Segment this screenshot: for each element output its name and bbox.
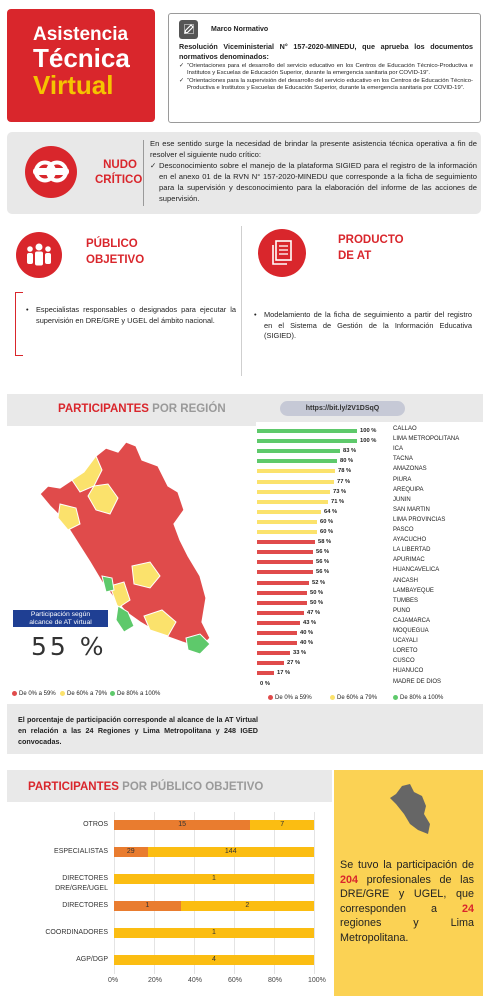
gridline [234,812,235,974]
region-bar [257,510,321,514]
region-bar-label: 73 % [333,488,347,495]
stacked-bar-segment: 1 [114,901,181,911]
nudo-critico-title: NUDO CRÍTICO [95,159,143,186]
region-bar-label: 0 % [260,680,270,687]
region-bar [257,651,290,655]
category-label: COORDINADORES [45,929,108,936]
region-name: CALLAO [393,426,417,432]
region-name: LORETO [393,648,418,655]
region-bar [257,449,340,453]
gridline [154,812,155,974]
region-bar [257,621,300,625]
region-name: UCAYALI [393,638,418,645]
region-bar-label: 27 % [287,660,301,667]
list-item: ✓ “Orientaciones para el desarrollo del servicio educativo en los Centros de Educación Técnico-Productiva e Institutos y Escuelas de Educación Superior, durante la emergencia sanitaria por COVID-19”. [179,63,473,78]
stacked-bar-segment: 1 [114,874,314,884]
region-name: PASCO [393,527,414,533]
region-bar-label: 56 % [316,559,330,566]
region-bar-label: 60 % [320,518,334,525]
nudo-intro: En ese sentido surge la necesidad de brindar la presente asistencia técnica operativa a fin de resolver el siguiente nudo crítico: [150,139,477,159]
x-tick-label: 0% [108,977,119,984]
region-name: CUSCO [393,658,415,665]
gridline [314,812,315,974]
region-bar-label: 40 % [300,630,314,636]
stacked-bar-segment: 144 [148,847,314,857]
chart-legend-green: De 80% a 100% [393,694,443,702]
gridline [194,812,195,974]
region-name: LAMBAYEQUE [393,587,434,594]
region-bar [257,581,309,585]
stacked-bar-segment: 7 [250,820,314,830]
title-block [7,9,155,122]
region-bar [257,601,307,605]
nudo-critico-text [150,138,477,204]
stacked-bar-segment: 15 [114,820,250,830]
region-name: AREQUIPA [393,486,424,493]
orientaciones-list [179,63,473,93]
marco-normativo-label: Marco Normativo [211,25,269,33]
edit-icon [179,20,198,39]
region-bar-label: 33 % [293,650,307,657]
document-icon [258,229,306,277]
category-label: DIRECTORES [62,902,108,909]
publico-chart-title: PARTICIPANTES POR PÚBLICO OBJETIVO [28,781,264,793]
region-name: APURIMAC [393,557,425,564]
region-bar-label: 56 % [316,569,330,576]
region-bar-label: 71 % [331,498,345,505]
knot-icon [25,146,77,198]
region-name: ANCASH [393,577,419,584]
stacked-bar-segment: 4 [114,955,314,965]
divider [143,140,144,206]
x-tick-label: 100% [308,977,326,984]
resolution-text: Resolución Viceministerial N° 157-2020-MINEDU, que aprueba los documentos normativos denominados: [179,42,473,61]
region-bar [257,429,357,433]
region-name: MADRE DE DIOS [393,678,442,685]
region-name: MOQUEGUA [393,628,429,634]
region-bar [257,530,317,534]
title-line-1: Asistencia [33,24,129,45]
region-bar-label: 83 % [343,448,357,455]
participation-percent: 55 % [31,632,107,661]
title-line-2: Técnica [33,43,130,73]
region-bar [257,459,337,463]
region-name: AYACUCHO [393,537,427,544]
region-name: HUANCAVELICA [393,567,440,574]
map-legend-red: De 0% a 59% [12,690,56,698]
bracket [15,292,23,356]
region-bar-label: 50 % [310,599,324,606]
summary-text: Se tuvo la participación de 204 profesionales de las DRE/GRE y UGEL, que corresponden a 24 regiones y Lima Metropolitana. [340,859,474,944]
region-bar-label: 58 % [318,539,332,546]
gridline [274,812,275,974]
region-bar-label: 100 % [360,428,377,434]
people-icon [16,232,62,278]
map-legend-green: De 80% a 100% [110,690,160,698]
category-label: AGP/DGP [76,956,108,963]
category-label: DIRECTORES DRE/GRE/UGEL [55,875,108,892]
region-bar-label: 60 % [320,529,334,535]
region-name: JUNIN [393,496,411,503]
region-bar [257,560,313,564]
region-bar-label: 64 % [324,508,338,515]
title-line-3: Virtual [33,70,114,100]
publico-chart-area [7,802,332,996]
x-tick-label: 60% [228,977,243,984]
region-name: HUANUCO [393,668,424,675]
chart-legend-red: De 0% a 59% [268,694,312,702]
region-bar [257,439,357,443]
chart-legend-yellow: De 60% a 79% [330,694,377,702]
region-bar [257,591,307,595]
region-bar-label: 40 % [300,640,314,647]
list-item: ✓ “Orientaciones para la supervisión del desarrollo del servicio educativo en los Centros de Educación Técnico-Productiva e Institutos y Escuelas de Educación Superior, durante la emergencia sanitaria por COVID-19”. [179,78,473,93]
peru-silhouette-icon [380,780,440,840]
region-bar [257,490,330,494]
region-name: LA LIBERTAD [393,547,431,554]
region-bar [257,520,317,524]
region-bar [257,500,328,504]
region-bar [257,671,274,675]
nudo-critico-panel [7,132,481,214]
region-bar-label: 100 % [360,438,377,445]
region-name: SAN MARTIN [393,506,430,513]
region-name: CAJAMARCA [393,617,431,624]
divider [241,226,242,376]
region-bar [257,540,315,544]
x-tick-label: 40% [188,977,203,984]
producto-at-text: • Modelamiento de la ficha de seguimiento a partir del registro en el Sistema de Gestión de la Información Educativa (SIGIED). [254,310,472,342]
region-bar [257,631,297,635]
region-bar-label: 17 % [277,670,291,677]
stacked-bar-segment: 29 [114,847,148,857]
region-name: PIURA [393,476,412,483]
region-title: PARTICIPANTES POR REGIÓN [58,403,226,415]
region-bar-label: 43 % [303,619,317,626]
region-name: ICA [393,446,404,453]
marco-normativo-box [168,13,481,123]
category-label: OTROS [83,821,108,828]
region-bar [257,570,313,574]
region-name: PUNO [393,607,411,614]
region-bar-label: 80 % [340,458,354,465]
region-bar [257,480,334,484]
publico-objetivo-text: • Especialistas responsables o designados para ejecutar la supervisión en DRE/GRE y UGEL del ámbito nacional. [26,305,236,326]
map-legend-yellow: De 60% a 79% [60,690,107,698]
x-tick-label: 20% [148,977,163,984]
region-bar-label: 47 % [307,609,321,616]
region-name: TUMBES [393,597,419,604]
region-name: TACNA [393,456,413,463]
url-link[interactable]: https://bit.ly/2V1DSqQ [280,401,405,416]
region-bar [257,469,335,473]
region-note: El porcentaje de participación corresponde al alcance de la AT Virtual en relación a las 24 Regiones y Lima Metropolitana y 248 IGED convocadas. [18,715,258,746]
region-name: LIMA METROPOLITANA [393,436,460,443]
region-bar-label: 77 % [337,478,351,485]
region-bar-label: 52 % [312,579,326,586]
participacion-box: Participación según alcance de AT virtual [13,610,108,627]
region-name: AMAZONAS [393,466,427,473]
nudo-item: ✓ Desconocimiento sobre el manejo de la plataforma SIGIED para el registro de la información en el anexo 01 de la RVN N° 157-2020-MINEDU que corresponde a la ficha de seguimiento para la supervisión y desconocimiento para la elaboración del informe de las acciones de supervisión. [150,160,477,204]
category-label: ESPECIALISTAS [54,848,108,855]
stacked-bar-segment: 1 [114,928,314,938]
producto-at-title: PRODUCTO DE AT [338,234,404,262]
peru-map [10,426,250,666]
gridline [114,812,115,974]
region-bar [257,641,297,645]
region-bar [257,661,284,665]
stacked-bar-segment: 2 [181,901,314,911]
region-bar [257,611,304,615]
region-bar-label: 56 % [316,549,330,556]
region-bar [257,550,313,554]
region-bar-label: 78 % [338,468,352,475]
x-tick-label: 80% [268,977,283,984]
region-name: LIMA PROVINCIAS [393,516,446,523]
region-bar-label: 50 % [310,589,324,596]
publico-objetivo-title: PÚBLICO OBJETIVO [86,238,145,266]
